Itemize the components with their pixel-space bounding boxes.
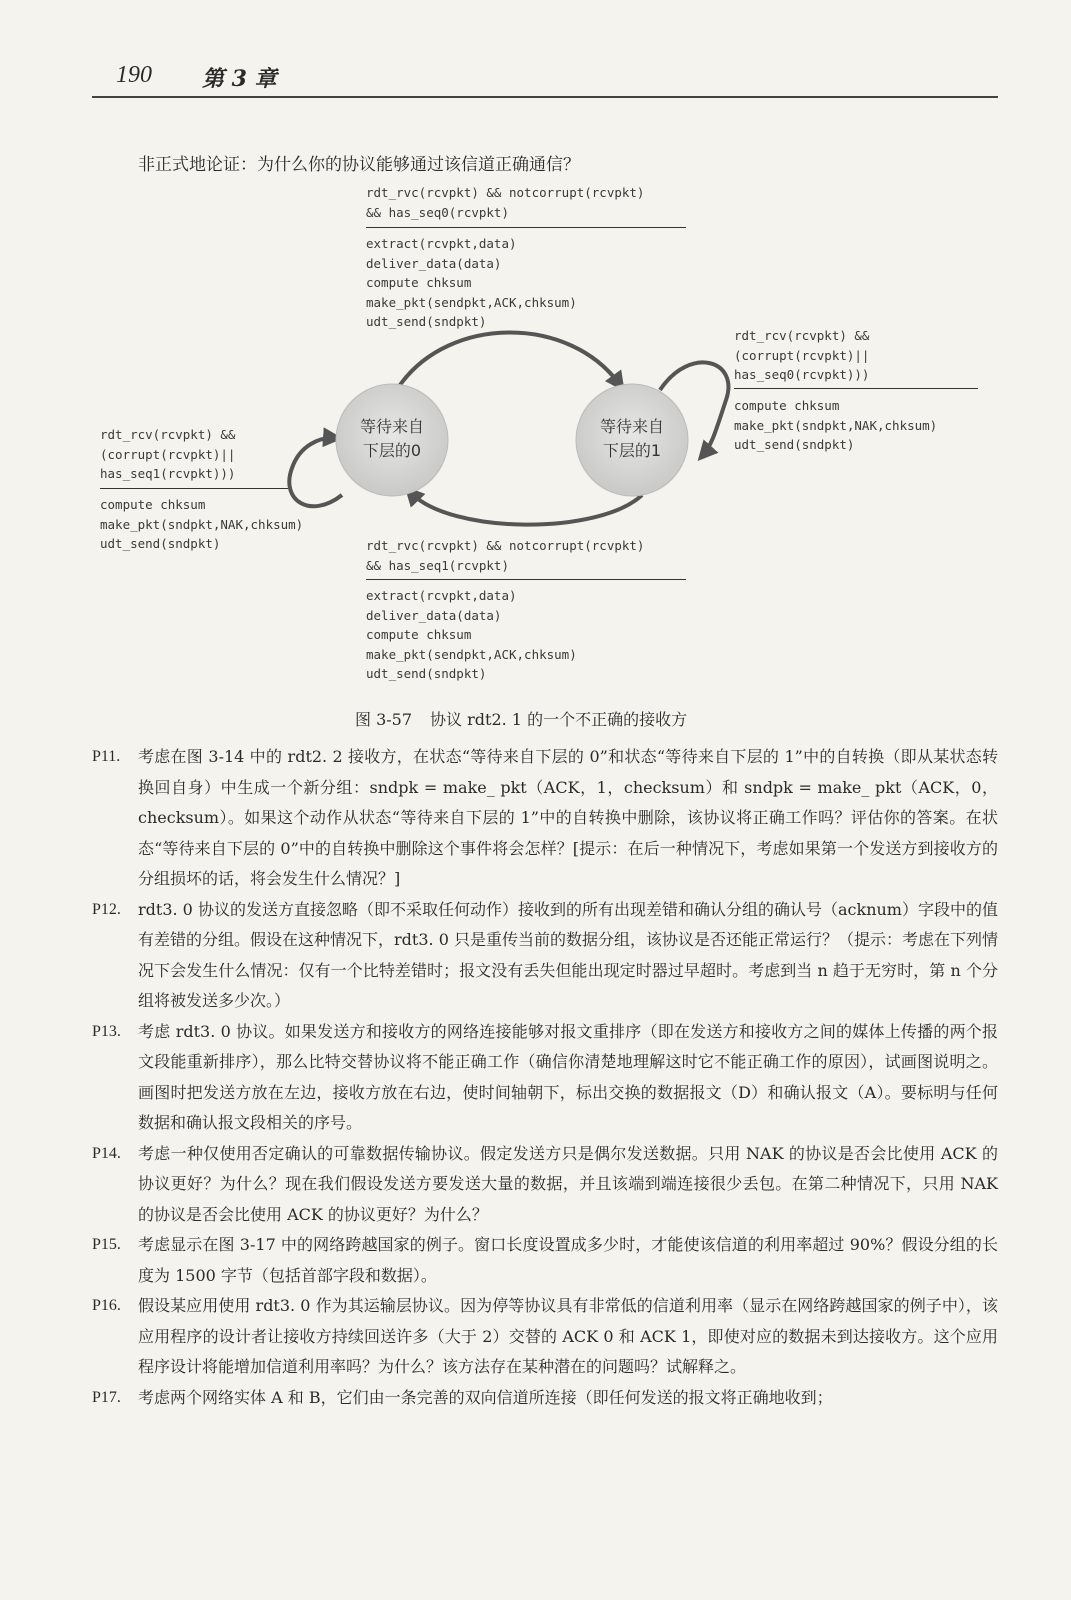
problem-number: P15. (92, 1236, 121, 1253)
transition-arrow-1-to-0 (410, 492, 642, 525)
left-loop-action: compute chksum make_pkt(sndpkt,NAK,chksum) udt_send(sndpkt) (100, 497, 304, 551)
problem-text: rdt3. 0 协议的发送方直接忽略（即不采取任何动作）接收到的所有出现差错和确认分组的确认号（acknum）字段中的值有差错的分组。假设在这种情况下，rdt3. 0 只是重传当前的数据分组，该协议是否还能正常运行？（提示：考虑在下列情况下会发生什么情况：仅有一个比特差错时；报文没有丢失但能出现定时器过早超时。考虑到当 n 趋于无穷时，第 n 个分组将被发送多少次。） (138, 899, 998, 1010)
problem-number: P13. (92, 1022, 121, 1040)
problem-p13 (92, 1017, 998, 1139)
state0-line1: 等待来自 (359, 417, 425, 436)
problem-number: P12. (92, 900, 121, 918)
problem-p12 (92, 895, 998, 1017)
figure-label: 图 3-57 (355, 710, 413, 729)
state1-line1: 等待来自 (599, 417, 665, 436)
problem-number: P17. (92, 1388, 121, 1406)
state0-line2: 下层的0 (362, 441, 422, 460)
problem-text: 假设某应用使用 rdt3. 0 作为其运输层协议。因为停等协议具有非常低的信道利用率（显示在网络跨越国家的例子中），该应用程序的设计者让接收方持续回送许多（大于 2）交替的 ACK 0 和 ACK 1，即使对应的数据未到达接收方。这个应用程序设计将能增加信道利用率吗？为什么？该方法存在某种潜在的问题吗？试解释之。 (138, 1296, 998, 1376)
page-header (92, 60, 998, 98)
right-loop-action: compute chksum make_pkt(sndpkt,NAK,chksum) udt_send(sndpkt) (734, 398, 938, 452)
problem-p17 (92, 1383, 998, 1414)
problem-text: 考虑 rdt3. 0 协议。如果发送方和接收方的网络连接能够对报文重排序（即在发送方和接收方之间的媒体上传播的两个报文段能重新排序），那么比特交替协议将不能正确工作（确信你清楚地理解这时它不能正确工作的原因），试画图说明之。画图时把发送方放在左边，接收方放在右边，使时间轴朝下，标出交换的数据报文（D）和确认报文（A）。要标明与任何数据和确认报文段相关的序号。 (138, 1021, 998, 1132)
bottom-transition-action: extract(rcvpkt,data) deliver_data(data) compute chksum make_pkt(sendpkt,ACK,chksum) udt_send(sndpkt) (366, 588, 577, 681)
left-loop-event: rdt_rcv(rcvpkt) && (corrupt(rcvpkt)|| has_seq1(rcvpkt))) (100, 427, 236, 481)
problem-list (92, 742, 998, 1413)
transition-arrow-0-to-1 (400, 333, 620, 386)
problem-number: P14. (92, 1144, 121, 1162)
problem-text: 考虑一种仅使用否定确认的可靠数据传输协议。假定发送方只是偶尔发送数据。只用 NAK 的协议是否会比使用 ACK 的协议更好？为什么？现在我们假设发送方要发送大量的数据，并且该端到端连接很少丢包。在第二种情况下，只用 NAK 的协议是否会比使用 ACK 的协议更好？为什么？ (138, 1143, 998, 1224)
problem-text: 考虑显示在图 3-17 中的网络跨越国家的例子。窗口长度设置成多少时，才能使该信道的利用率超过 90%？假设分组的长度为 1500 字节（包括首部字段和数据）。 (138, 1235, 998, 1285)
chapter-title: 第 3 章 (202, 66, 277, 92)
problem-p14 (92, 1139, 998, 1231)
top-transition-divider (366, 227, 686, 228)
problem-text: 考虑在图 3-14 中的 rdt2. 2 接收方，在状态“等待来自下层的 0”和状态“等待来自下层的 1”中的自转换（即从某状态转换回自身）中生成一个新分组：sndpk = make_ pkt（ACK，1，checksum）和 sndpk = make_ pkt（ACK，0，checksum）。如果这个动作从状态“等待来自下层的 1”中的自转换中删除，该协议将正确工作吗？评估你的答案。在状态“等待来自下层的 0”中的自转换中删除这个事件将会怎样？[提示：在后一种情况下，考虑如果第一个发送方到接收方的分组损坏的话，将会发生什么情况？] (138, 747, 998, 888)
problem-p11 (92, 742, 998, 895)
bottom-transition-event: rdt_rvc(rcvpkt) && notcorrupt(rcvpkt) && has_seq1(rcvpkt) (366, 538, 645, 573)
state-wait-0 (336, 384, 448, 496)
right-loop-divider (734, 388, 978, 389)
figure-caption (355, 707, 705, 730)
top-transition-action: extract(rcvpkt,data) deliver_data(data) compute chksum make_pkt(sendpkt,ACK,chksum) udt_send(sndpkt) (366, 236, 577, 329)
page-number: 190 (116, 62, 152, 88)
problem-p15 (92, 1230, 998, 1291)
intro-text: 非正式地论证：为什么你的协议能够通过该信道正确通信？ (138, 155, 580, 175)
right-loop-event: rdt_rcv(rcvpkt) && (corrupt(rcvpkt)|| has_seq0(rcvpkt))) (734, 328, 870, 382)
state-wait-1 (576, 384, 688, 496)
problem-p16 (92, 1291, 998, 1383)
problem-text: 考虑两个网络实体 A 和 B，它们由一条完善的双向信道所连接（即任何发送的报文将正确地收到； (138, 1387, 833, 1407)
problem-number: P16. (92, 1297, 121, 1314)
bottom-transition-divider (366, 579, 686, 580)
problem-number: P11. (92, 748, 121, 765)
top-transition-event: rdt_rvc(rcvpkt) && notcorrupt(rcvpkt) && has_seq0(rcvpkt) (366, 185, 645, 220)
state1-line2: 下层的1 (602, 441, 662, 460)
left-loop-divider (100, 488, 288, 489)
figure-caption-text: 协议 rdt2. 1 的一个不正确的接收方 (430, 710, 688, 729)
